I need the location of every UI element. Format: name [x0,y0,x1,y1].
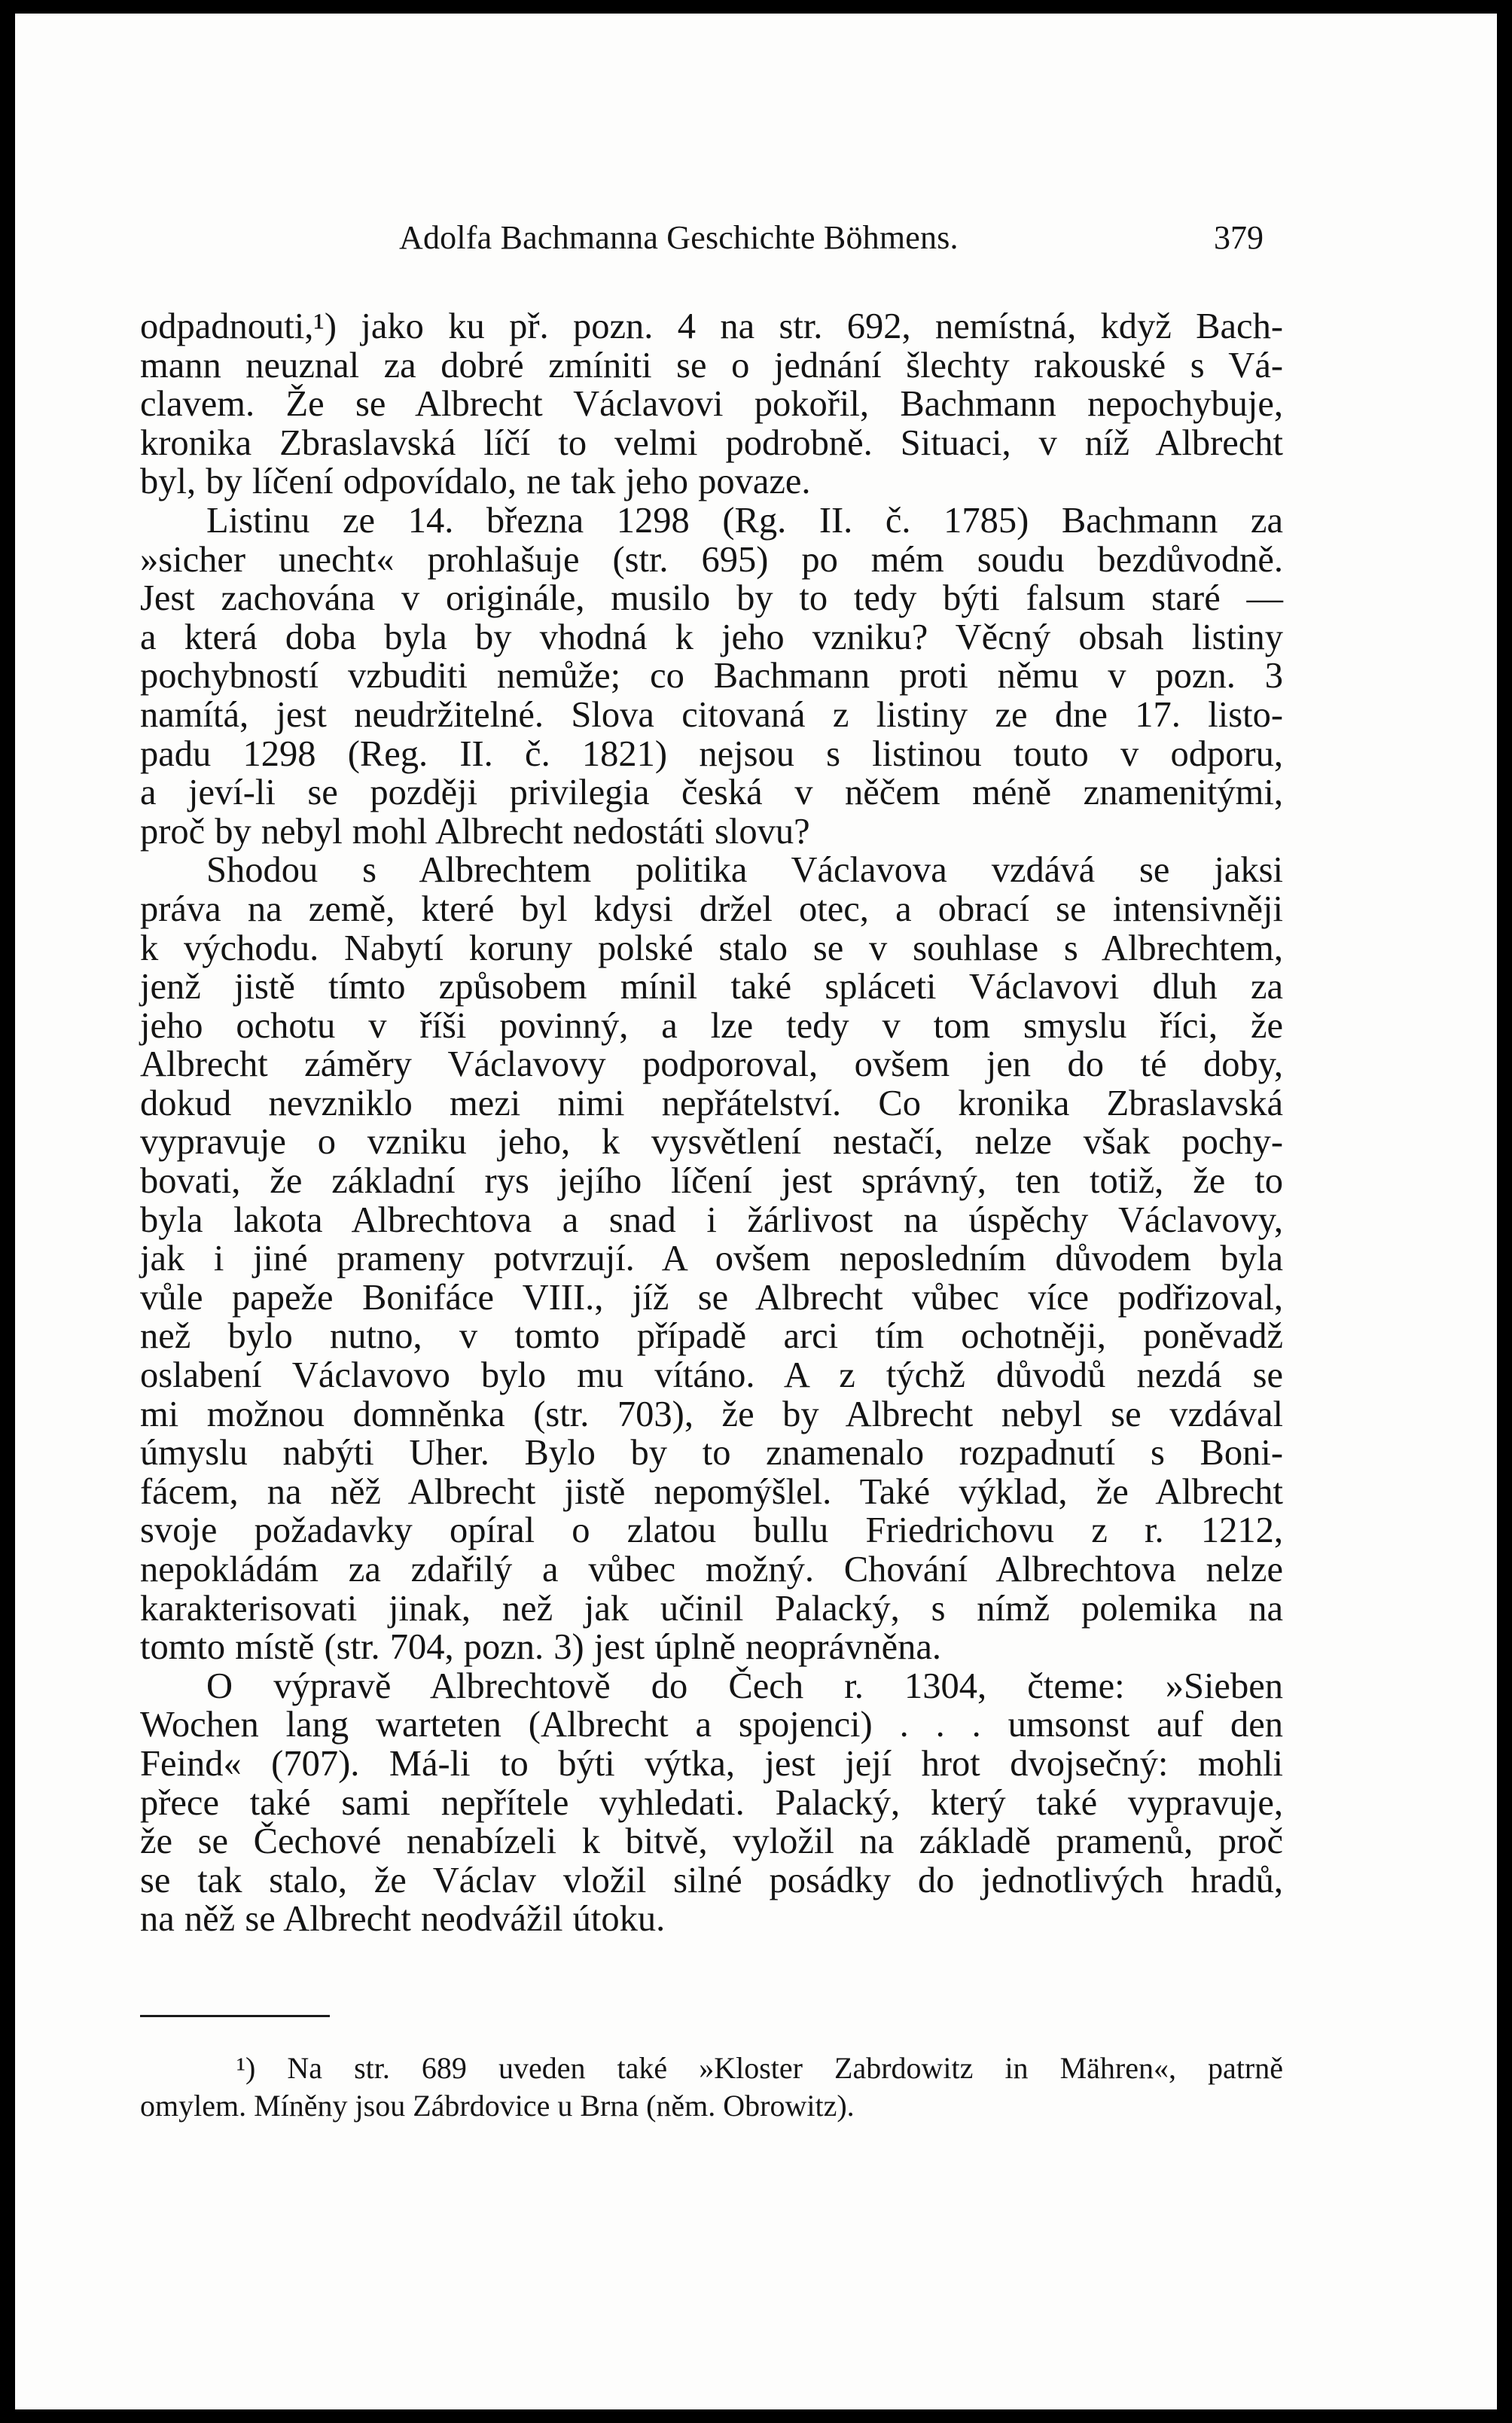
text-line: byla lakota Albrechtova a snad i žárlivost na úspěchy Václavovy, [140,1199,1283,1240]
footnotes [140,2050,1283,2125]
text-line: Shodou s Albrechtem politika Václavova vzdává se jaksi [206,850,1283,891]
text-line: vypravuje o vzniku jeho, k vysvětlení nestačí, nelze však pochy- [140,1122,1283,1163]
text-line: a jeví-li se později privilegia česká v něčem méně znamenitými, [140,773,1283,813]
text-line: jak i jiné prameny potvrzují. A ovšem neposledním důvodem byla [140,1239,1283,1279]
footnote-divider [140,2015,330,2017]
text-line: na něž se Albrecht neodvážil útoku. [140,1899,666,1940]
text-line: O výpravě Albrechtově do Čech r. 1304, čteme: »Sieben [206,1666,1283,1706]
text-line: padu 1298 (Reg. II. č. 1821) nejsou s listinou touto v odporu, [140,733,1283,774]
text-line: pochybností vzbuditi nemůže; co Bachmann proti němu v pozn. 3 [140,656,1283,696]
text-line: dokud nevzniklo mezi nimi nepřátelství. Co kronika Zbraslavská [140,1083,1283,1123]
text-line: než bylo nutno, v tomto případě arci tím ochotněji, poněvadž [140,1316,1283,1357]
text-line: tomto místě (str. 704, pozn. 3) jest úplně neoprávněna. [140,1627,942,1668]
book-page [15,14,1497,2409]
text-line: Feind« (707). Má-li to býti výtka, jest její hrot dvojsečný: mohli [140,1743,1283,1784]
running-header [15,215,1497,261]
text-line: byl, by líčení odpovídalo, ne tak jeho povaze. [140,462,811,502]
text-line: kronika Zbraslavská líčí to velmi podrobně. Situaci, v níž Albrecht [140,422,1283,463]
text-line: svoje požadavky opíral o zlatou bullu Friedrichovu z r. 1212, [140,1510,1283,1551]
text-line: Listinu ze 14. března 1298 (Rg. II. č. 1785) Bachmann za [206,500,1283,541]
text-line: úmyslu nabýti Uher. Bylo by to znamenalo rozpadnutí s Boni- [140,1433,1283,1474]
text-line: bovati, že základní rys jejího líčení jest správný, ten totiž, že to [140,1161,1283,1202]
text-line: nepokládám za zdařilý a vůbec možný. Chování Albrechtova nelze [140,1550,1283,1589]
text-line: odpadnouti,¹) jako ku př. pozn. 4 na str. 692, nemístná, když Bach- [140,306,1283,346]
text-line: clavem. Že se Albrecht Václavovi pokořil, Bachmann nepochybuje, [140,384,1283,425]
text-line: práva na země, které byl kdysi držel otec, a obrací se intensivněji [140,888,1283,929]
text-line: a která doba byla by vhodná k jeho vzniku? Věcný obsah listiny [140,617,1283,657]
text-line: »sicher unecht« prohlašuje (str. 695) po mém soudu bezdůvodně. [140,539,1283,580]
text-line: vůle papeže Bonifáce VIII., jíž se Albrecht vůbec více podřizoval, [140,1277,1283,1318]
text-line: se tak stalo, že Václav vložil silné posádky do jednotlivých hradů, [140,1860,1283,1900]
page-number: 379 [1214,219,1264,256]
footnote-line: omylem. Míněny jsou Zábrdovice u Brna (něm. Obrowitz). [140,2089,855,2123]
body-text [140,307,1283,1939]
running-title: Adolfa Bachmanna Geschichte Böhmens. [399,219,959,256]
footnote-line: ¹) Na str. 689 uveden také »Kloster Zabrdowitz in Mähren«, patrně [236,2051,1283,2085]
text-line: mann neuznal za dobré zmíniti se o jednání šlechty rakouské s Vá- [140,345,1283,386]
text-line: Jest zachována v originále, musilo by to tedy býti falsum staré — [140,578,1283,619]
text-line: přece také sami nepřítele vyhledati. Palacký, který také vypravuje, [140,1782,1283,1823]
text-line: namítá, jest neudržitelné. Slova citovaná z listiny ze dne 17. listo- [140,694,1283,735]
text-line: fácem, na něž Albrecht jistě nepomýšlel. Také výklad, že Albrecht [140,1471,1283,1512]
text-line: k východu. Nabytí koruny polské stalo se v souhlase s Albrechtem, [140,928,1283,968]
text-line: jenž jistě tímto způsobem mínil také spláceti Václavovi dluh za [140,967,1283,1007]
text-line: proč by nebyl mohl Albrecht nedostáti slovu? [140,811,810,852]
text-line: karakterisovati jinak, než jak učinil Palacký, s nímž polemika na [140,1588,1283,1629]
text-line: jeho ochotu v říši povinný, a lze tedy v tom smyslu říci, že [140,1005,1283,1046]
text-line: že se Čechové nenabízeli k bitvě, vyložil na základě pramenů, proč [140,1821,1283,1862]
text-line: oslabení Václavovo bylo mu vítáno. A z týchž důvodů nezdá se [140,1355,1283,1396]
text-line: Albrecht záměry Václavovy podporoval, ovšem jen do té doby, [140,1044,1283,1085]
text-line: Wochen lang warteten (Albrecht a spojenci) . . . umsonst auf den [140,1705,1283,1745]
text-line: mi možnou domněnka (str. 703), že by Albrecht nebyl se vzdával [140,1394,1283,1434]
